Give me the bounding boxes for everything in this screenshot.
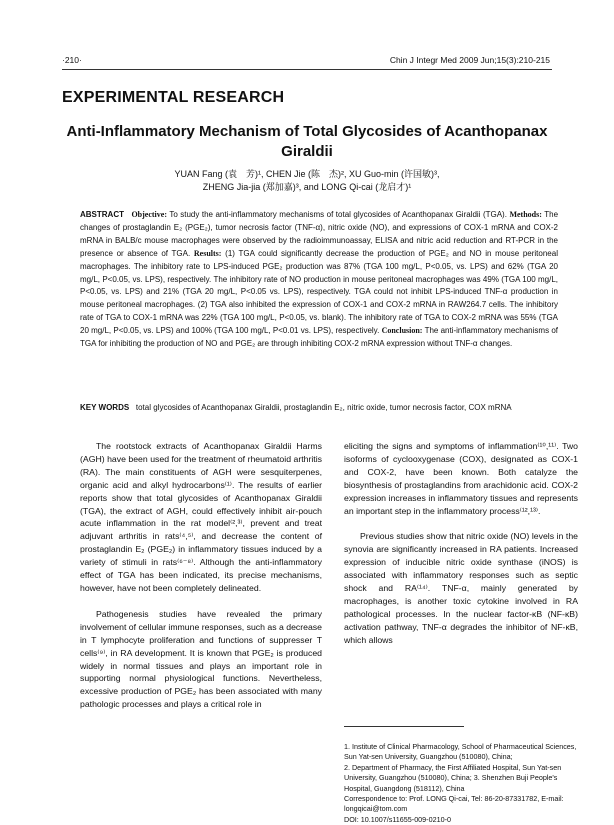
conclusion-label: Conclusion: — [381, 326, 423, 336]
keywords-text: total glycosides of Acanthopanax Giraldii, prostaglandin E₂, nitric oxide, tumor necrosis factor, COX mRNA — [135, 403, 512, 412]
author-list — [62, 168, 552, 194]
abstract — [80, 209, 558, 351]
objective-text: To study the anti-inflammatory mechanisms of total glycosides of Acanthopanax Giraldii (TGA). — [169, 210, 507, 219]
body-column-right — [344, 440, 578, 647]
conclusion-text: The anti-inflammatory mechanisms of TGA for inhibiting the production of NO and PGE₂ are through inhibiting COX-2 mRNA expression without TNF-α changes. — [80, 326, 558, 349]
methods-text: The changes of prostaglandin E₂ (PGE₂), tumor necrosis factor (TNF-α), nitric oxide (NO), and expressions of COX-1 mRNA and COX-2 mRNA in BALB/c mouse macrophages were observed by the radioimmunoassay, ELISA and nitric acid reduction and RT-PCR in the presence or absence of TGA. — [80, 210, 559, 258]
author-line-2: ZHENG Jia-jia (郑加嘉)³, and LONG Qi-cai (龙启才)¹ — [202, 182, 412, 192]
results-text: (1) TGA could significantly decrease the production of PGE₂ and NO in mouse peritoneal macrophages. The inhibitory rate to LPS-induced PGE₂ production was 87% (TGA 100 mg/L, P<0.05, vs. LPS) and 62% (TGA 20 mg/L, P<0.05, vs. LPS), respectively. The inhibitory rate of NO production in mouse peritoneal macrophages was 49% (TGA 100 mg/L, P<0.05, vs. LPS) and 21% (TGA 20 mg/L, P<0.05 vs. LPS), respectively. TGA could not inhibit LPS-induced TNF-α production in mouse peritoneal macrophages. (2) TGA also inhibited the expression of COX-1 and COX-2 mRNA in RAW264.7 cells. The inhibitory rate of TGA to COX-1 mRNA was 22% (TGA 100 mg/L, P<0.05, vs. blank). The inhibitory rate of TGA to COX-2 mRNA was 55% (TGA 20 mg/L, P<0.05, vs. LPS) and 100% (TGA 100 mg/L, P<0.01 vs. LPS), respectively. — [80, 248, 558, 336]
keywords — [80, 402, 558, 415]
body-column-left — [80, 440, 322, 711]
footnote-rule — [344, 726, 464, 727]
footnote-affiliation-2: 2. Department of Pharmacy, the First Affiliated Hospital, Sun Yat-sen University, Guangzhou (510080), China; 3. Shenzhen Buji People's Hospital, Guangdong (518112), China — [344, 762, 562, 793]
journal-citation: Chin J Integr Med 2009 Jun;15(3):210-215 — [389, 55, 550, 65]
footnote-correspondence: Correspondence to: Prof. LONG Qi-cai, Tel: 86-20-87331782, E-mail: longqicai@tom.com — [344, 794, 564, 814]
keywords-label: KEY WORDS — [80, 403, 130, 412]
header-rule — [62, 69, 552, 70]
body-paragraph: The rootstock extracts of Acanthopanax Giraldii Harms (AGH) have been used for the treatment of rheumatoid arthritis (RA). The main constituents of AGH were sesquiterpenes, organic acid and alkyl hydrocarbons⁽¹⁾. The results of earlier reports show that total glycosides of Acanthopanax Giraldii (TGA), the extract of AGH, could effectively inhibit air-pouch acute inflammation in the rat model⁽²,³⁾, prevent and treat adjuvant arthritis in rats⁽⁴,⁵⁾, and decrease the content of prostaglandin E₂ (PGE₂) in inflammatory tissues induced by a variety of stimuli in rats⁽⁶⁻⁸⁾. Although the anti-inflammatory effect of TGA has been indicated, its precise mechanisms, however, have not been completely delineated. — [80, 441, 322, 593]
footnote-affiliation-1: 1. Institute of Clinical Pharmacology, School of Pharmaceutical Sciences, Sun Yat-sen University, Guangzhou (510080), China; — [344, 742, 577, 762]
body-paragraph: Previous studies show that nitric oxide (NO) levels in the synovia are significantly increased in RA patients. Increased expression of inducible nitric oxide synthase (iNOS) is associated with inflammatory responses such as septic shock and RA⁽¹⁴⁾. TNF-α, mainly generated by macrophages, is another toxic cytokine involved in RA pathological processes. In the nuclear factor-κB (NF-κB) activation pathway, TNF-α degrades the inhibitor of NF-κB, which allows — [344, 531, 578, 645]
footnote-doi: DOI: 10.1007/s11655-009-0210-0 — [344, 814, 451, 824]
footnotes — [344, 742, 578, 825]
results-label: Results: — [193, 248, 222, 258]
author-line-1: YUAN Fang (袁 芳)¹, CHEN Jie (陈 杰)², XU Guo-min (许国敏)³, — [174, 169, 440, 179]
article-title: Anti-Inflammatory Mechanism of Total Glycosides of Acanthopanax Giraldii — [66, 123, 548, 160]
body-paragraph: eliciting the signs and symptoms of inflammation⁽¹⁰,¹¹⁾. Two isoforms of cyclooxygenase (COX), designated as COX-1 and COX-2, have been known. Both catalyze the biosynthesis of prostaglandins from arachidonic acid. COX-2 expression increases in inflammatory tissues and represents an important step in the inflammatory process⁽¹²,¹³⁾. — [344, 441, 578, 516]
section-label: EXPERIMENTAL RESEARCH — [62, 89, 285, 106]
body-paragraph: Pathogenesis studies have revealed the primary involvement of cellular immune responses, such as a decrease in T lymphocyte proliferation and functions of suppresser T cells⁽⁹⁾, in RA development. It is known that PGE₂ is produced widely in normal tissues and plays an important role in supporting normal physiological functions. Nevertheless, excessive production of PGE₂ has been associated with many pathologic processes and plays a critical role in — [80, 608, 322, 710]
page-number: ·210· — [62, 55, 82, 65]
methods-label: Methods: — [509, 210, 542, 219]
abstract-label: ABSTRACT — [80, 210, 124, 219]
objective-label: Objective: — [131, 210, 167, 219]
